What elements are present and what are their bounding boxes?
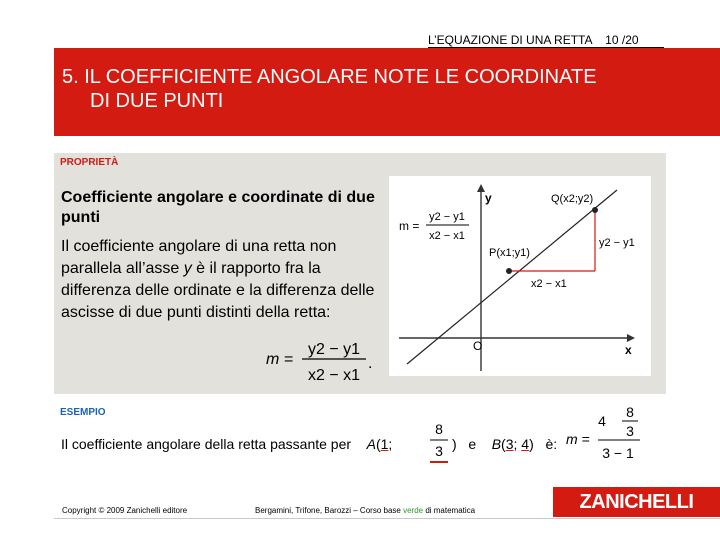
property-body-post: è il rapporto fra la differenza delle ordinate e la differenza delle ascisse di due punti distinti della retta: xyxy=(61,260,375,321)
point-a-y-num: 8 xyxy=(435,421,443,437)
title-bar xyxy=(54,48,720,136)
example-formula-den: 3 − 1 xyxy=(602,445,634,461)
chapter-title: L’EQUAZIONE DI UNA RETTA xyxy=(428,33,592,47)
point-b-x: 3 xyxy=(505,436,514,452)
formula-denominator: x2 − x1 xyxy=(307,367,361,384)
line-graph xyxy=(389,176,651,376)
example-label: ESEMPIO xyxy=(60,407,106,418)
graph-panel xyxy=(389,176,651,376)
slope-formula xyxy=(262,334,378,384)
point-b-name: B xyxy=(491,436,502,452)
page-number: 10 /20 xyxy=(605,33,639,47)
graph-formula-numerator: y2 − y1 xyxy=(429,211,465,223)
footer-copyright: Copyright © 2009 Zanichelli editore xyxy=(62,506,188,515)
delta-y-label: y2 − y1 xyxy=(599,237,635,249)
slide-title xyxy=(62,65,712,113)
y-axis-arrow xyxy=(477,184,485,192)
publisher-logo: ZANICHELLI xyxy=(553,487,720,517)
example-text-continued: ) e B(3; 4) è: xyxy=(452,436,558,452)
example-formula-top: 4 xyxy=(598,413,606,429)
footer-rule xyxy=(54,518,720,519)
footer-authors-pre: Bergamini, Trifone, Barozzi – Corso base xyxy=(255,506,404,515)
footer-authors-verde: verde xyxy=(403,506,424,515)
example-formula-inner-num: 8 xyxy=(626,404,634,420)
formula-period: . xyxy=(368,355,373,372)
title-line-2: DI DUE PUNTI xyxy=(90,90,224,112)
formula-numerator: y2 − y1 xyxy=(307,341,361,358)
point-p-label: P(x1;y1) xyxy=(489,247,530,259)
delta-x-label: x2 − x1 xyxy=(531,278,567,290)
property-body-pre: Il coefficiente angolare di una retta non parallela all’asse xyxy=(61,238,337,277)
point-b-y: 4 xyxy=(521,436,530,452)
formula-lhs: m = xyxy=(266,351,294,368)
graph-formula-denominator: x2 − x1 xyxy=(429,230,465,242)
point-q xyxy=(592,207,598,213)
point-a-x: 1 xyxy=(380,436,389,452)
property-heading: Coefficiente angolare e coordinate di due punti xyxy=(61,189,375,226)
example-formula-inner-den: 3 xyxy=(626,423,634,439)
footer-authors xyxy=(255,506,475,515)
footer-authors-post: di matematica xyxy=(423,506,476,515)
point-a-y-den: 3 xyxy=(435,443,443,459)
example-formula-lhs: m = xyxy=(566,431,590,447)
property-body xyxy=(61,236,381,324)
property-body-var: y xyxy=(183,260,192,277)
example-colon: è: xyxy=(545,436,558,452)
point-p xyxy=(506,268,512,274)
property-label: PROPRIETÀ xyxy=(60,157,119,168)
origin-label: O xyxy=(473,339,483,353)
title-line-1: 5. IL COEFFICIENTE ANGOLARE NOTE LE COORDINATE xyxy=(62,66,597,88)
point-a-y-fraction xyxy=(426,416,452,466)
point-a-name: A xyxy=(366,436,376,452)
running-header xyxy=(428,33,639,47)
x-axis-label: x xyxy=(625,343,632,357)
example-formula xyxy=(564,404,644,466)
point-q-label: Q(x2;y2) xyxy=(551,193,594,205)
graph-formula-lhs: m = xyxy=(399,219,420,233)
y-axis-label: y xyxy=(485,191,492,205)
example-connector: e xyxy=(468,436,477,452)
example-sentence: Il coefficiente angolare della retta passante per xyxy=(61,436,352,452)
example-text: Il coefficiente angolare della retta passante per A(1; xyxy=(61,436,393,452)
x-axis-arrow xyxy=(627,334,635,342)
